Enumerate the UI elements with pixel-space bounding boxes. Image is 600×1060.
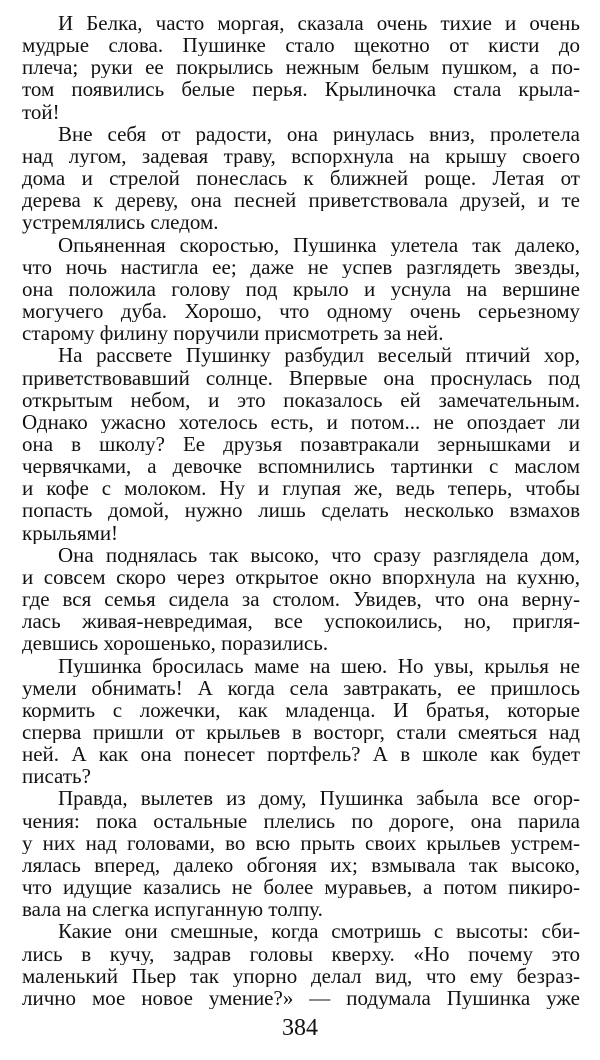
text-line: попасть домой, нужно лишь сделать несколько взмахов <box>22 499 580 522</box>
text-line: крыльями! <box>22 521 119 544</box>
text-line: могучего дуба. Хорошо, что одному очень серьезному <box>22 300 580 323</box>
text-line: лично мое новое умение?» — подумала Пушинка уже <box>22 986 580 1010</box>
text-line: кормить с ложечки, как младенца. И братья, которые <box>22 698 580 721</box>
text-line: что ночь настигла ее; даже не успев разглядеть звезды, <box>22 255 580 278</box>
text-line: вала на слегка испуганную толпу. <box>22 898 323 921</box>
text-line: маленький Пьер так упорно делал вид, что ему безраз- <box>22 964 580 987</box>
text-line: На рассвете Пушинку разбудил веселый птичий хор, <box>58 344 580 367</box>
text-line: устремлялись следом. <box>22 211 219 234</box>
text-line: Пушинка бросилась маме на шею. Но увы, крылья не <box>58 654 580 677</box>
text-line: Какие они смешные, когда смотришь с высоты: сби- <box>58 920 580 943</box>
text-line: она в школу? Ее друзья позавтракали зернышками и <box>22 432 580 456</box>
text-line: червячками, а девочке вспомнились тартинки с маслом <box>22 455 580 478</box>
paragraph <box>22 544 580 655</box>
text-line: у них над головами, во всю прыть своих крыльев устрем- <box>22 831 580 854</box>
text-line: Она поднялась так высоко, что сразу разглядела дом, <box>58 543 580 566</box>
paragraph <box>22 123 580 234</box>
text-line: писать? <box>22 765 91 788</box>
text-line: над лугом, задевая траву, вспорхнула на крышу своего <box>22 144 580 168</box>
text-line: сперва пришли от крыльев в восторг, стали смеяться над <box>22 721 580 744</box>
text-line: и кофе с молоком. Ну и глупая же, ведь теперь, чтобы <box>22 477 580 500</box>
text-line: где вся семья сидела за столом. Увидев, что она верну- <box>22 588 580 611</box>
text-line: лись в кучу, задрав головы кверху. «Но почему это <box>22 942 580 965</box>
text-line: девшись хорошенько, поразились. <box>22 632 329 655</box>
text-line: ней. А как она понесет портфель? А в школе как будет <box>22 743 580 766</box>
text-line: лась живая-невредимая, все успокоились, но, пригля- <box>22 610 580 633</box>
text-line: той! <box>22 100 60 123</box>
paragraph <box>22 12 580 123</box>
text-line: старому филину поручили присмотреть за ней. <box>22 322 444 345</box>
text-line: И Белка, часто моргая, сказала очень тихие и очень <box>58 12 580 35</box>
text-line: мудрые слова. Пушинке стало щекотно от кисти до <box>22 34 580 57</box>
text-line: лялась вперед, далеко обгоняя их; взмывала так высоко, <box>22 853 580 877</box>
paragraph <box>22 344 580 543</box>
paragraph <box>22 920 580 1009</box>
text-line: приветствовавший солнце. Впервые она проснулась под <box>22 366 580 389</box>
text-line: что идущие казались не более муравьев, а потом пикиро- <box>22 876 580 899</box>
text-line: дерева к дереву, она песней приветствовала друзей, и те <box>22 189 580 212</box>
text-line: Однако ужасно хотелось есть, и потом... не опоздает ли <box>22 410 580 433</box>
page-text <box>22 12 580 1009</box>
text-line: и совсем скоро через открытое окно впорхнула на кухню, <box>22 565 580 589</box>
text-line: том появились белые перья. Крылиночка стала крыла- <box>22 78 580 101</box>
text-line: Вне себя от радости, она ринулась вниз, пролетела <box>58 122 580 145</box>
text-line: открытым небом, и это показалось ей замечательным. <box>22 388 580 411</box>
text-line: плеча; руки ее покрылись нежным белым пушком, а по- <box>22 56 580 79</box>
paragraph <box>22 234 580 345</box>
paragraph <box>22 787 580 920</box>
text-line: дома и стрелой понеслась к ближней роще. Летая от <box>22 167 580 190</box>
page-number: 384 <box>282 1015 318 1041</box>
text-line: она положила голову под крыло и уснула на вершине <box>22 277 580 301</box>
paragraph <box>22 655 580 788</box>
text-line: чения: пока остальные плелись по дороге, она парила <box>22 809 580 832</box>
text-line: Опьяненная скоростью, Пушинка улетела так далеко, <box>58 233 580 256</box>
text-line: умели обнимать! А когда села завтракать, ее пришлось <box>22 676 580 699</box>
text-line: Правда, вылетев из дому, Пушинка забыла все огор- <box>58 787 580 810</box>
